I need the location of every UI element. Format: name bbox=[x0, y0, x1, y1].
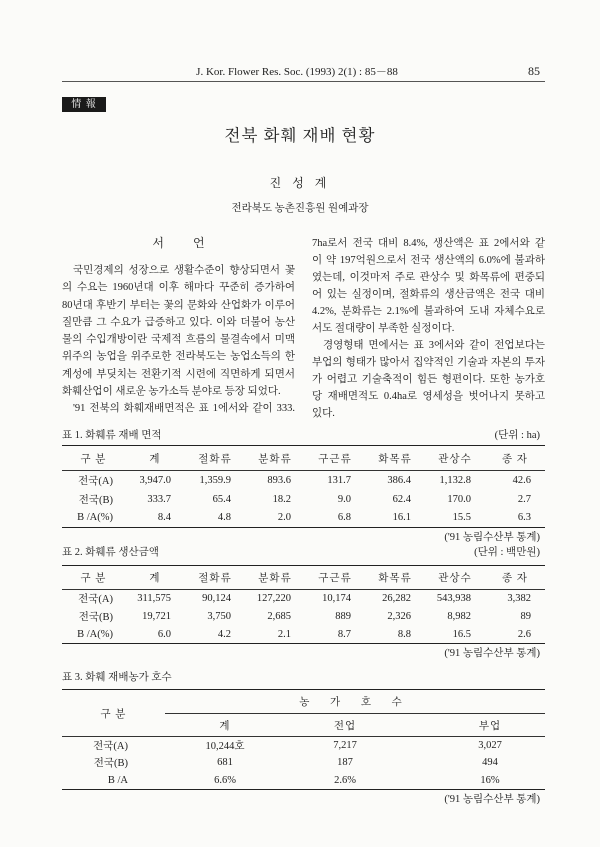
table-row bbox=[62, 471, 545, 490]
table-2-caption: 표 2. 화훼류 생산금액 bbox=[62, 547, 159, 558]
body-line: '91 전북의 화훼재배면적은 표 1에서와 같이 333. bbox=[73, 403, 295, 415]
body-line: 7ha로서 전국 대비 8.4%, 생산액은 표 2에서와 같 bbox=[312, 237, 545, 249]
table-cell: 4.8 bbox=[217, 512, 231, 524]
table-row bbox=[62, 490, 545, 509]
table-cell: 4.2 bbox=[217, 628, 231, 640]
table-row bbox=[62, 772, 545, 790]
table-cell: 6.8 bbox=[337, 512, 351, 524]
column-header: 화목류 bbox=[365, 446, 425, 471]
body-line: 질만큼 그 수요가 급증하고 있다. 이와 더불어 농산 bbox=[62, 316, 295, 328]
column-header: 계 bbox=[125, 566, 185, 590]
table-cell: 15.5 bbox=[452, 512, 471, 524]
table-cell: 8,982 bbox=[447, 611, 471, 622]
body-line: 이 약 197억원으로서 전국 생산액의 6.0%에 불과하 bbox=[312, 254, 545, 266]
table-cell: 8.7 bbox=[337, 628, 351, 640]
table-cell: 2.6 bbox=[517, 628, 531, 640]
table-cell: 16% bbox=[480, 774, 500, 786]
table-cell: 3,382 bbox=[507, 593, 531, 605]
body-line: 화훼산업이 새로운 농가소득 분야로 등장 되었다. bbox=[62, 386, 281, 398]
table-cell: 170.0 bbox=[447, 493, 471, 505]
table-cell: 2.1 bbox=[277, 628, 291, 640]
table-cell: 8.8 bbox=[397, 628, 411, 640]
table-cell: 131.7 bbox=[327, 474, 351, 486]
column-header: 분화류 bbox=[245, 566, 305, 590]
table-row bbox=[62, 590, 545, 608]
column-header: 구근류 bbox=[305, 566, 365, 590]
table-cell: 8.4 bbox=[157, 512, 171, 524]
body-line: 80년대 후반기 부터는 꽃의 문화와 산업화가 이루어 bbox=[62, 299, 295, 311]
table-cell: 6.3 bbox=[517, 512, 531, 524]
table-cell: 1,359.9 bbox=[199, 474, 231, 486]
body-line: 물의 수입개방이란 국제적 흐름의 물결속에서 미맥 bbox=[62, 334, 295, 346]
table-cell: 681 bbox=[217, 757, 233, 769]
column-header: 계 bbox=[125, 446, 185, 471]
left-column bbox=[62, 262, 295, 418]
body-line: 가 어렵고 기술축적이 힘든 형편이다. 또한 농가호 bbox=[312, 373, 545, 385]
table-3-source: ('91 농림수산부 통계) bbox=[444, 794, 540, 805]
table-cell: 187 bbox=[337, 757, 353, 769]
table-row bbox=[62, 509, 545, 528]
body-line: 당 재배면적도 0.4ha로 영세성을 벗어나지 못하고 bbox=[312, 390, 545, 402]
header-divider bbox=[62, 81, 545, 82]
body-line: 의 수요는 1960년대 이후 해마다 꾸준히 증가하여 bbox=[62, 282, 295, 294]
column-header: 관상수 bbox=[425, 566, 485, 590]
row-label: 전국(B) bbox=[93, 758, 128, 770]
column-header: 절화류 bbox=[185, 446, 245, 471]
body-line: 서도 절대량이 부족한 실정이다. bbox=[312, 322, 455, 334]
table-cell: 26,282 bbox=[382, 593, 411, 605]
table-cell: 3,027 bbox=[478, 740, 502, 751]
table-cell: 2.0 bbox=[277, 512, 291, 524]
column-header: 구 분 bbox=[62, 566, 125, 590]
table-cell: 889 bbox=[335, 611, 351, 622]
table-cell: 386.4 bbox=[387, 474, 411, 486]
journal-citation: J. Kor. Flower Res. Soc. (1993) 2(1) : 85－88 bbox=[196, 66, 398, 78]
cultivation-area-table bbox=[62, 445, 545, 528]
table-1-unit: (단위 : ha) bbox=[494, 430, 540, 441]
table-row bbox=[62, 754, 545, 772]
right-column bbox=[312, 235, 545, 422]
table-cell: 1,132.8 bbox=[439, 474, 471, 486]
row-label: B /A bbox=[107, 774, 128, 786]
table-cell: 90,124 bbox=[202, 593, 231, 605]
table-cell: 9.0 bbox=[337, 493, 351, 505]
table-cell: 3,947.0 bbox=[139, 474, 171, 486]
body-line: 경영형태 면에서는 표 3에서와 같이 전업보다는 bbox=[323, 339, 545, 351]
body-line: 부업의 형태가 많아서 집약적인 기술과 자본의 투자 bbox=[312, 356, 545, 368]
table-cell: 10,244호 bbox=[205, 741, 245, 752]
table-cell: 3,750 bbox=[207, 611, 231, 622]
page-number: 85 bbox=[528, 64, 540, 78]
row-label: 전국(A) bbox=[93, 741, 128, 752]
column-header: 관상수 bbox=[425, 446, 485, 471]
row-label: 전국(B) bbox=[78, 612, 113, 623]
row-label: B /A(%) bbox=[77, 512, 113, 524]
article-title: 전북 화훼 재배 현황 bbox=[224, 126, 376, 145]
table-cell: 89 bbox=[520, 611, 531, 622]
body-line: 4.2%, 분화류는 2.1%에 불과하여 도내 자체수요로 bbox=[312, 305, 545, 317]
table-cell: 311,575 bbox=[137, 593, 171, 605]
table-cell: 10,174 bbox=[322, 593, 351, 605]
row-label: 전국(A) bbox=[78, 594, 113, 606]
body-line: 국민경제의 성장으로 생활수준이 향상되면서 꽃 bbox=[73, 265, 295, 276]
column-header: 분화류 bbox=[245, 446, 305, 471]
table-1-caption: 표 1. 화훼류 재배 면적 bbox=[62, 430, 162, 441]
body-line: 위주의 농업을 위주로한 전라북도는 농업소득의 한 bbox=[62, 351, 295, 363]
table-cell: 543,938 bbox=[436, 593, 471, 605]
body-line: 였는데, 이것마저 주로 관상수 및 화목류에 편중되 bbox=[312, 271, 545, 283]
table-cell: 65.4 bbox=[212, 493, 231, 505]
table-header-row bbox=[62, 690, 545, 714]
category-badge: 情 報 bbox=[62, 97, 106, 112]
table-row bbox=[62, 737, 545, 755]
row-label: 전국(B) bbox=[78, 494, 113, 506]
column-header: 종 자 bbox=[485, 446, 545, 471]
table-cell: 494 bbox=[482, 757, 498, 769]
table-3-caption: 표 3. 화훼 재배농가 호수 bbox=[62, 672, 172, 683]
table-cell: 7,217 bbox=[333, 740, 357, 751]
author-name: 진 성 계 bbox=[269, 176, 331, 190]
body-line: 어 있는 실정이며, 절화류의 생산금액은 전국 대비 bbox=[312, 288, 545, 300]
column-header: 전업 bbox=[285, 714, 405, 737]
row-label: B /A(%) bbox=[77, 628, 113, 640]
table-cell: 6.0 bbox=[157, 628, 171, 640]
table-cell: 2,326 bbox=[387, 611, 411, 622]
table-2-source: ('91 농림수산부 통계) bbox=[444, 648, 540, 659]
table-cell: 42.6 bbox=[512, 474, 531, 486]
section-heading: 서 언 bbox=[152, 236, 205, 250]
table-cell: 2.6% bbox=[334, 774, 356, 786]
author-affiliation: 전라북도 농촌진흥원 원예과장 bbox=[231, 203, 369, 214]
column-header: 절화류 bbox=[185, 566, 245, 590]
farm-households-table bbox=[62, 689, 545, 790]
table-cell: 62.4 bbox=[392, 493, 411, 505]
table-header-row bbox=[62, 566, 545, 590]
table-cell: 2,685 bbox=[267, 611, 291, 622]
column-header: 구 분 bbox=[62, 690, 165, 737]
table-cell: 893.6 bbox=[267, 474, 291, 486]
body-line: 있다. bbox=[312, 407, 335, 419]
table-cell: 6.6% bbox=[214, 774, 236, 786]
column-header: 화목류 bbox=[365, 566, 425, 590]
table-2-unit: (단위 : 백만원) bbox=[474, 547, 540, 558]
table-row bbox=[62, 608, 545, 626]
table-cell: 333.7 bbox=[147, 493, 171, 505]
column-header: 계 bbox=[165, 714, 285, 737]
group-header: 농 가 호 수 bbox=[165, 690, 545, 714]
table-row bbox=[62, 626, 545, 644]
column-header: 구 분 bbox=[62, 446, 125, 471]
table-cell: 2.7 bbox=[517, 493, 531, 505]
production-value-table bbox=[62, 565, 545, 644]
table-cell: 16.1 bbox=[392, 512, 411, 524]
body-line: 계성에 부딪치는 전환기적 시련에 직면하게 되면서 bbox=[62, 368, 295, 380]
table-cell: 18.2 bbox=[272, 493, 291, 505]
row-label: 전국(A) bbox=[78, 475, 113, 487]
table-cell: 127,220 bbox=[256, 593, 291, 605]
column-header: 종 자 bbox=[485, 566, 545, 590]
column-header: 부업 bbox=[405, 714, 545, 737]
column-header: 구근류 bbox=[305, 446, 365, 471]
table-1-source: ('91 농림수산부 통계) bbox=[444, 532, 540, 543]
table-header-row bbox=[62, 446, 545, 471]
table-cell: 19,721 bbox=[142, 611, 171, 622]
table-cell: 16.5 bbox=[452, 628, 471, 640]
